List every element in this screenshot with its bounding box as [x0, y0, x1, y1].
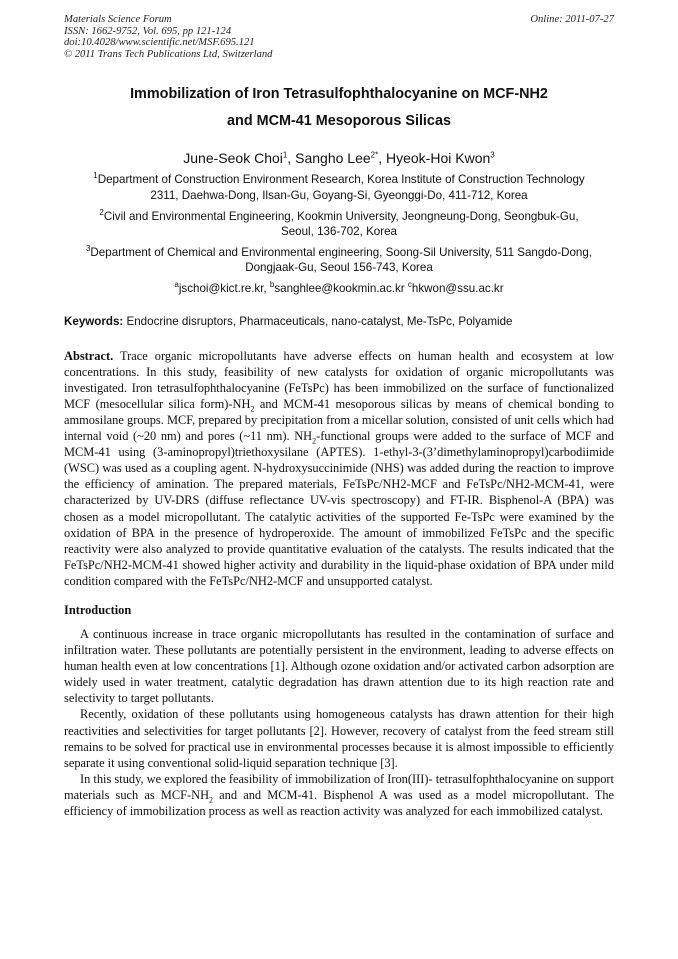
email-b[interactable]: sanghlee@kookmin.ac.kr — [274, 281, 408, 295]
title-line-1: Immobilization of Iron Tetrasulfophthalocyanine on MCF-NH2 — [130, 86, 548, 103]
subscript: 2 — [209, 795, 214, 805]
affiliation-2 — [64, 209, 614, 239]
author-1: June-Seok Choi — [183, 150, 283, 167]
journal-name: Materials Science Forum — [64, 14, 172, 25]
copyright: © 2011 Trans Tech Publications Ltd, Switzerland — [64, 48, 273, 60]
abstract-label: Abstract. — [64, 348, 114, 363]
affiliation-address: Seoul, 136-702, Korea — [280, 224, 398, 238]
author-3: Hyeok-Hoi Kwon — [386, 150, 491, 167]
keywords-label: Keywords: — [64, 314, 124, 328]
affiliation-text: Civil and Environmental Engineering, Kookmin University, Jeongneung-Dong, Seongbuk-Gu, — [103, 209, 579, 223]
intro-paragraph-1: A continuous increase in trace organic micropollutants has resulted in the contamination of surface and infiltration water. These pollutants are potentially persistent in the environment, leading to adverse effects on human health even at low concentrations [1]. Although ozone oxidation and/or activated carbon adsorption are widely used in water treatment, catalytic degradation has drawn attention due to its high reaction rate and selectivity to target pollutants. — [64, 627, 614, 706]
intro-paragraph-2: Recently, oxidation of these pollutants using homogeneous catalysts has drawn attention for their high reactivities and selectivities for target pollutants [2]. However, recovery of catalyst from the feed stream still remains to be solved for practical use in environmental processes because it is almost impossible to efficiently separate it using conventional solid-liquid separation technique [3]. — [64, 707, 614, 770]
affiliation-text: Department of Construction Environment Research, Korea Institute of Construction Technology — [97, 173, 585, 187]
paper-page — [64, 14, 614, 819]
abstract-text: -functional groups were added to the surface of MCF and MCM-41 using (3-aminopropyl)triethoxysilane (APTES). 1-ethyl-3-(3’dimethylaminopropyl)carbodiimide (WSC) was used as a coupling agent. N-hydroxysuccinimide (NHS) was added during the reaction to improve the efficiency of amination. The prepared materials, FeTsPc/NH2-MCF and FeTsPc/NH2-MCM-41, were characterized by UV-DRS (diffuse reflectance UV-vis spectroscopy) and FT-IR. Bisphenol-A (BPA) was chosen as a model micropollutant. The catalytic activities of the supported Fe-TsPc were examined by the oxidation of BPA in the presence of hydroperoxide. The amount of immobilized FeTsPc and the specific reactivity were also analyzed to provide quantitative evaluation of the catalysts. The results indicated that the FeTsPc/NH2-MCM-41 showed higher activity and durability in the liquid-phase oxidation of BPA under mild condition compared with the FeTsPc/NH2-MCF and unsupported catalyst. — [64, 429, 614, 588]
abstract-text: Trace organic micropollutants have adverse effects on human health and ecosystem at low concentrations. In this study, feasibility of new catalysts for oxidation of organic micropollutants was investigated. Iron tetrasulfophthalocyanine (FeTsPc) has been immobilized on the surface of functionalized MCF (mesocellular silica form)-NH — [64, 348, 614, 411]
affiliation-marker: 3 — [85, 244, 91, 254]
email-marker: c — [407, 279, 412, 289]
doi: doi:10.4028/www.scientific.net/MSF.695.121 — [64, 37, 255, 49]
affiliation-3 — [64, 245, 614, 275]
abstract-text: and MCM-41 mesoporous silicas by means of chemical bonding to ammosilane groups. MCF, prepared by precipitation from a micellar solution, consisted of unit cells which had internal void (~20 nm) and pores (~11 nm). NH — [64, 396, 615, 444]
affiliation-marker: 2 — [99, 207, 104, 217]
title-line-2: and MCM-41 Mesoporous Silicas — [227, 113, 451, 130]
paragraph-text: and and MCM-41. Bisphenol A was used as a model micropollutant. The efficiency of immobilization process as well as reaction activity was analyzed for each immobilized catalyst. — [64, 787, 615, 819]
paper-title — [64, 81, 614, 135]
journal-header — [64, 14, 614, 60]
paragraph-text: In this study, we explored the feasibility of immobilization of Iron(III)- tetrasulfophthalocyanine on support materials such as MCF-NH — [64, 771, 614, 802]
intro-paragraph-3 — [64, 771, 614, 819]
author-separator: , — [287, 150, 296, 167]
abstract — [64, 348, 614, 589]
email-c[interactable]: hkwon@ssu.ac.kr — [411, 281, 504, 295]
keywords-text: Endocrine disruptors, Pharmaceuticals, nano-catalyst, Me-TsPc, Polyamide — [123, 314, 513, 328]
email-marker: a — [174, 279, 179, 289]
affiliation-marker: 1 — [93, 171, 98, 181]
email-marker: b — [269, 279, 275, 289]
affiliation-address: Dongjaak-Gu, Seoul 156-743, Korea — [245, 261, 433, 275]
email-a[interactable]: jschoi@kict.re.kr, — [178, 281, 270, 295]
affiliation-address: 2311, Daehwa-Dong, Ilsan-Gu, Goyang-Si, Gyeonggi-Do, 411-712, Korea — [150, 188, 528, 202]
subscript: 2 — [312, 436, 317, 446]
author-2: Sangho Lee — [295, 150, 371, 167]
author-3-affiliation: 3 — [490, 150, 495, 160]
author-1-affiliation: 1 — [282, 150, 288, 160]
affiliation-text: Department of Chemical and Environmental engineering, Soong-Sil University, 511 Sangdo-Dong, — [90, 246, 593, 260]
affiliation-1 — [64, 172, 614, 202]
keywords — [64, 315, 614, 328]
section-heading-introduction: Introduction — [64, 603, 132, 617]
author-separator: , — [378, 150, 386, 167]
subscript: 2 — [250, 404, 255, 414]
email-list — [64, 279, 614, 295]
author-list — [64, 150, 614, 166]
author-2-affiliation: 2* — [370, 150, 379, 160]
online-date: Online: 2011-07-27 — [530, 14, 614, 25]
issn: ISSN: 1662-9752, Vol. 695, pp 121-124 — [64, 25, 232, 37]
